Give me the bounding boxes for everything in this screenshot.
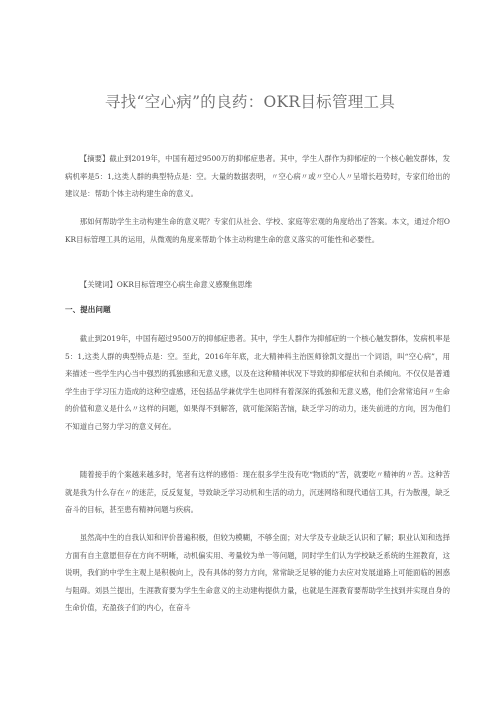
abstract-paragraph: 【摘要】截止到2019年，中国有超过9500万的抑郁症患者。其中，学生人群作为抑郁症的一个核心触发群体，发病机率是5：1,这类人群的典型特点是：空。大量的数据表明，〃空心病〃或〃空心人〃呈增长趋势时，专家们给出的建议是：帮助个体主动构建生命的意义。 bbox=[65, 154, 450, 198]
document-title: 寻找“空心病”的良药：OKR目标管理工具 bbox=[104, 93, 396, 111]
section-1-paragraph-1: 截止到2019年，中国有超过9500万的抑郁症患者。其中，学生人群作为抑郁症的一个核心触发群体，发病机率是5：1,这类人群的典型特点是：空。至此，2016年年底，北大精神科主治医师徐凯文提出一个词语，叫“空心病”，用来描述一些学生内心当中强烈的孤独感和无意义感，以及在这种精神状况下导致的抑郁症状和自杀倾向。不仅仅是普通学生由于学习压力造成的这种空虚感，还包括品学兼优学生也同样有着深深的孤独和无意义感，他们会常常追问〃生命的价值和意义是什么〃这样的问题，如果得不到解答，就可能深陷苦恼，缺乏学习的动力，迷失前进的方向，因为他们不知道自己努力学习的意义何在。 bbox=[65, 334, 450, 431]
keywords-line: 【关键词】OKR目标管理空心病生命意义感聚焦思维 bbox=[79, 280, 253, 289]
section-1-paragraph-3: 虽然高中生的自我认知和评价普遍积极，但较为模糊，不够全面；对大学及专业缺乏认识和了解；职业认知和选择方面有自主意愿但存在方向不明晰，动机偏实用、考量较为单一等问题，同时学生们认为学校缺乏系统的生涯教育，这说明，我们的中学生主观上是积极向上，没有具体的努力方向，常常缺乏足够的能力去应对发展道路上可能面临的困惑与阻碍。刘县兰提出，生涯教育要为学生生命意义的主动建构提供力量，也就是生涯教育要帮助学生找到并实现自身的生命价值，充盈孩子们的内心，在奋斗 bbox=[65, 533, 450, 612]
section-1-heading: 一、提出问题 bbox=[65, 305, 111, 314]
section-1-paragraph-2: 随着接手的个案越来越多时，笔者有这样的感悟：现在很多学生没有吃“物质的”苦，就要吃〃精神的〃苦。这种苦就是我为什么存在〃的迷茫，反反复复，导致缺乏学习动机和生活的动力，沉迷网络和现代通信工具，行为散漫，缺乏奋斗的目标，甚至患有精神问题与疾病。 bbox=[65, 470, 450, 514]
intro-paragraph: 那如何帮助学生主动构建生命的意义呢？专家们从社会、学校、家庭等宏观的角度给出了答案。本文，通过介绍OKR目标管理工具的运用，从微观的角度来帮助个体主动构建生命的意义落实的可能性和必要性。 bbox=[65, 217, 450, 244]
